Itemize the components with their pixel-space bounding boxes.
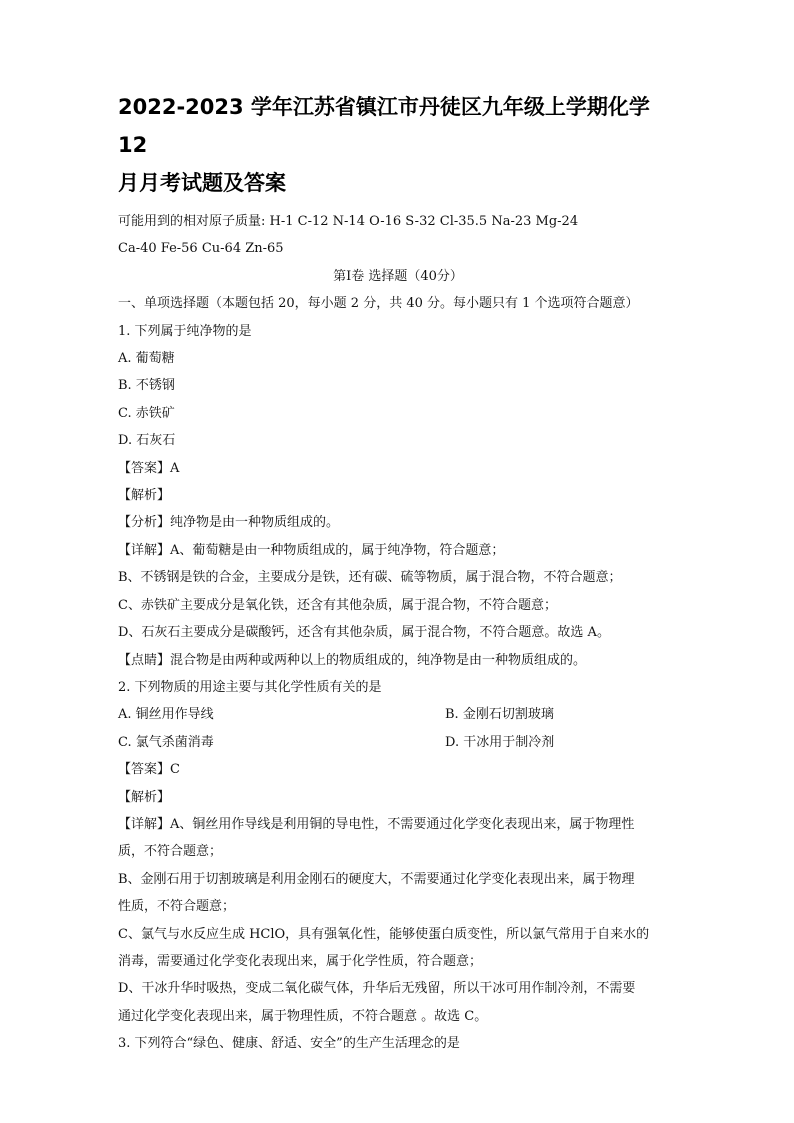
detail-line: C、氯气与水反应生成 HClO，具有强氧化性，能够使蛋白质变性，所以氯气常用于自来水的 (118, 926, 650, 942)
question-stem: 3. 下列符合“绿色、健康、舒适、安全”的生产生活理念的是 (118, 1036, 460, 1052)
analysis-label: 【解析】 (118, 488, 171, 504)
exam-document (118, 88, 678, 1058)
detail-line: 消毒，需要通过化学变化表现出来，属于化学性质，符合题意； (118, 953, 483, 969)
title-line-1: 2022-2023 学年江苏省镇江市丹徒区九年级上学期化学 12 (118, 95, 650, 157)
atomic-mass-line-2: Ca-40 Fe-56 Cu-64 Zn-65 (118, 241, 284, 257)
question-1 (118, 318, 678, 674)
option-c: C. 赤铁矿 (118, 405, 175, 421)
detail-line: 【详解】A、铜丝用作导线是利用铜的导电性，不需要通过化学变化表现出来，属于物理性 (118, 816, 635, 832)
option-b: B. 不锈钢 (118, 378, 175, 394)
option-d: D. 干冰用于制冷剂 (445, 734, 555, 750)
option-b: B. 金刚石切割玻璃 (445, 707, 554, 723)
detail-line: 性质，不符合题意； (118, 899, 236, 915)
analysis-fenxi: 【分析】纯净物是由一种物质组成的。 (118, 515, 340, 531)
key-point: 【点睛】混合物是由两种或两种以上的物质组成的，纯净物是由一种物质组成的。 (118, 652, 587, 668)
detail-line: D、干冰升华时吸热，变成二氧化碳气体，升华后无残留，所以干冰可用作制冷剂，不需要 (118, 981, 636, 997)
answer: 【答案】C (118, 762, 180, 778)
option-c: C. 氯气杀菌消毒 (118, 734, 214, 750)
document-title (118, 88, 678, 202)
analysis-label: 【解析】 (118, 789, 171, 805)
question-2 (118, 674, 678, 1030)
part-one-instructions: 一、单项选择题（本题包括 20，每小题 2 分，共 40 分。每小题只有 1 个选项符合题意） (118, 296, 639, 312)
question-stem: 1. 下列属于纯净物的是 (118, 323, 252, 339)
answer: 【答案】A (118, 460, 180, 476)
option-d: D. 石灰石 (118, 433, 176, 449)
detail-line: B、不锈钢是铁的合金，主要成分是铁，还有碳、硫等物质，属于混合物，不符合题意； (118, 570, 622, 586)
detail-line: 【详解】A、葡萄糖是由一种物质组成的，属于纯净物，符合题意； (118, 542, 505, 558)
title-line-2: 月月考试题及答案 (118, 171, 286, 195)
question-3 (118, 1030, 678, 1057)
options-row (118, 729, 678, 756)
option-a: A. 葡萄糖 (118, 351, 175, 367)
detail-line: B、金刚石用于切割玻璃是利用金刚石的硬度大，不需要通过化学变化表现出来，属于物理 (118, 871, 635, 887)
detail-line: C、赤铁矿主要成分是氧化铁，还含有其他杂质，属于混合物，不符合题意； (118, 597, 557, 613)
detail-line: D、石灰石主要成分是碳酸钙，还含有其他杂质，属于混合物，不符合题意。故选 A。 (118, 625, 610, 641)
detail-line: 通过化学变化表现出来，属于物理性质，不符合题意 。故选 C。 (118, 1008, 488, 1024)
option-a: A. 铜丝用作导线 (118, 707, 214, 723)
detail-line: 质，不符合题意； (118, 844, 223, 860)
atomic-mass-line-1: 可能用到的相对原子质量: H-1 C-12 N-14 O-16 S-32 Cl-35.5 Na-23 Mg-24 (118, 214, 579, 229)
section-header: 第Ⅰ卷 选择题（40分） (333, 268, 463, 284)
question-stem: 2. 下列物质的用途主要与其化学性质有关的是 (118, 679, 382, 695)
options-row (118, 701, 678, 728)
